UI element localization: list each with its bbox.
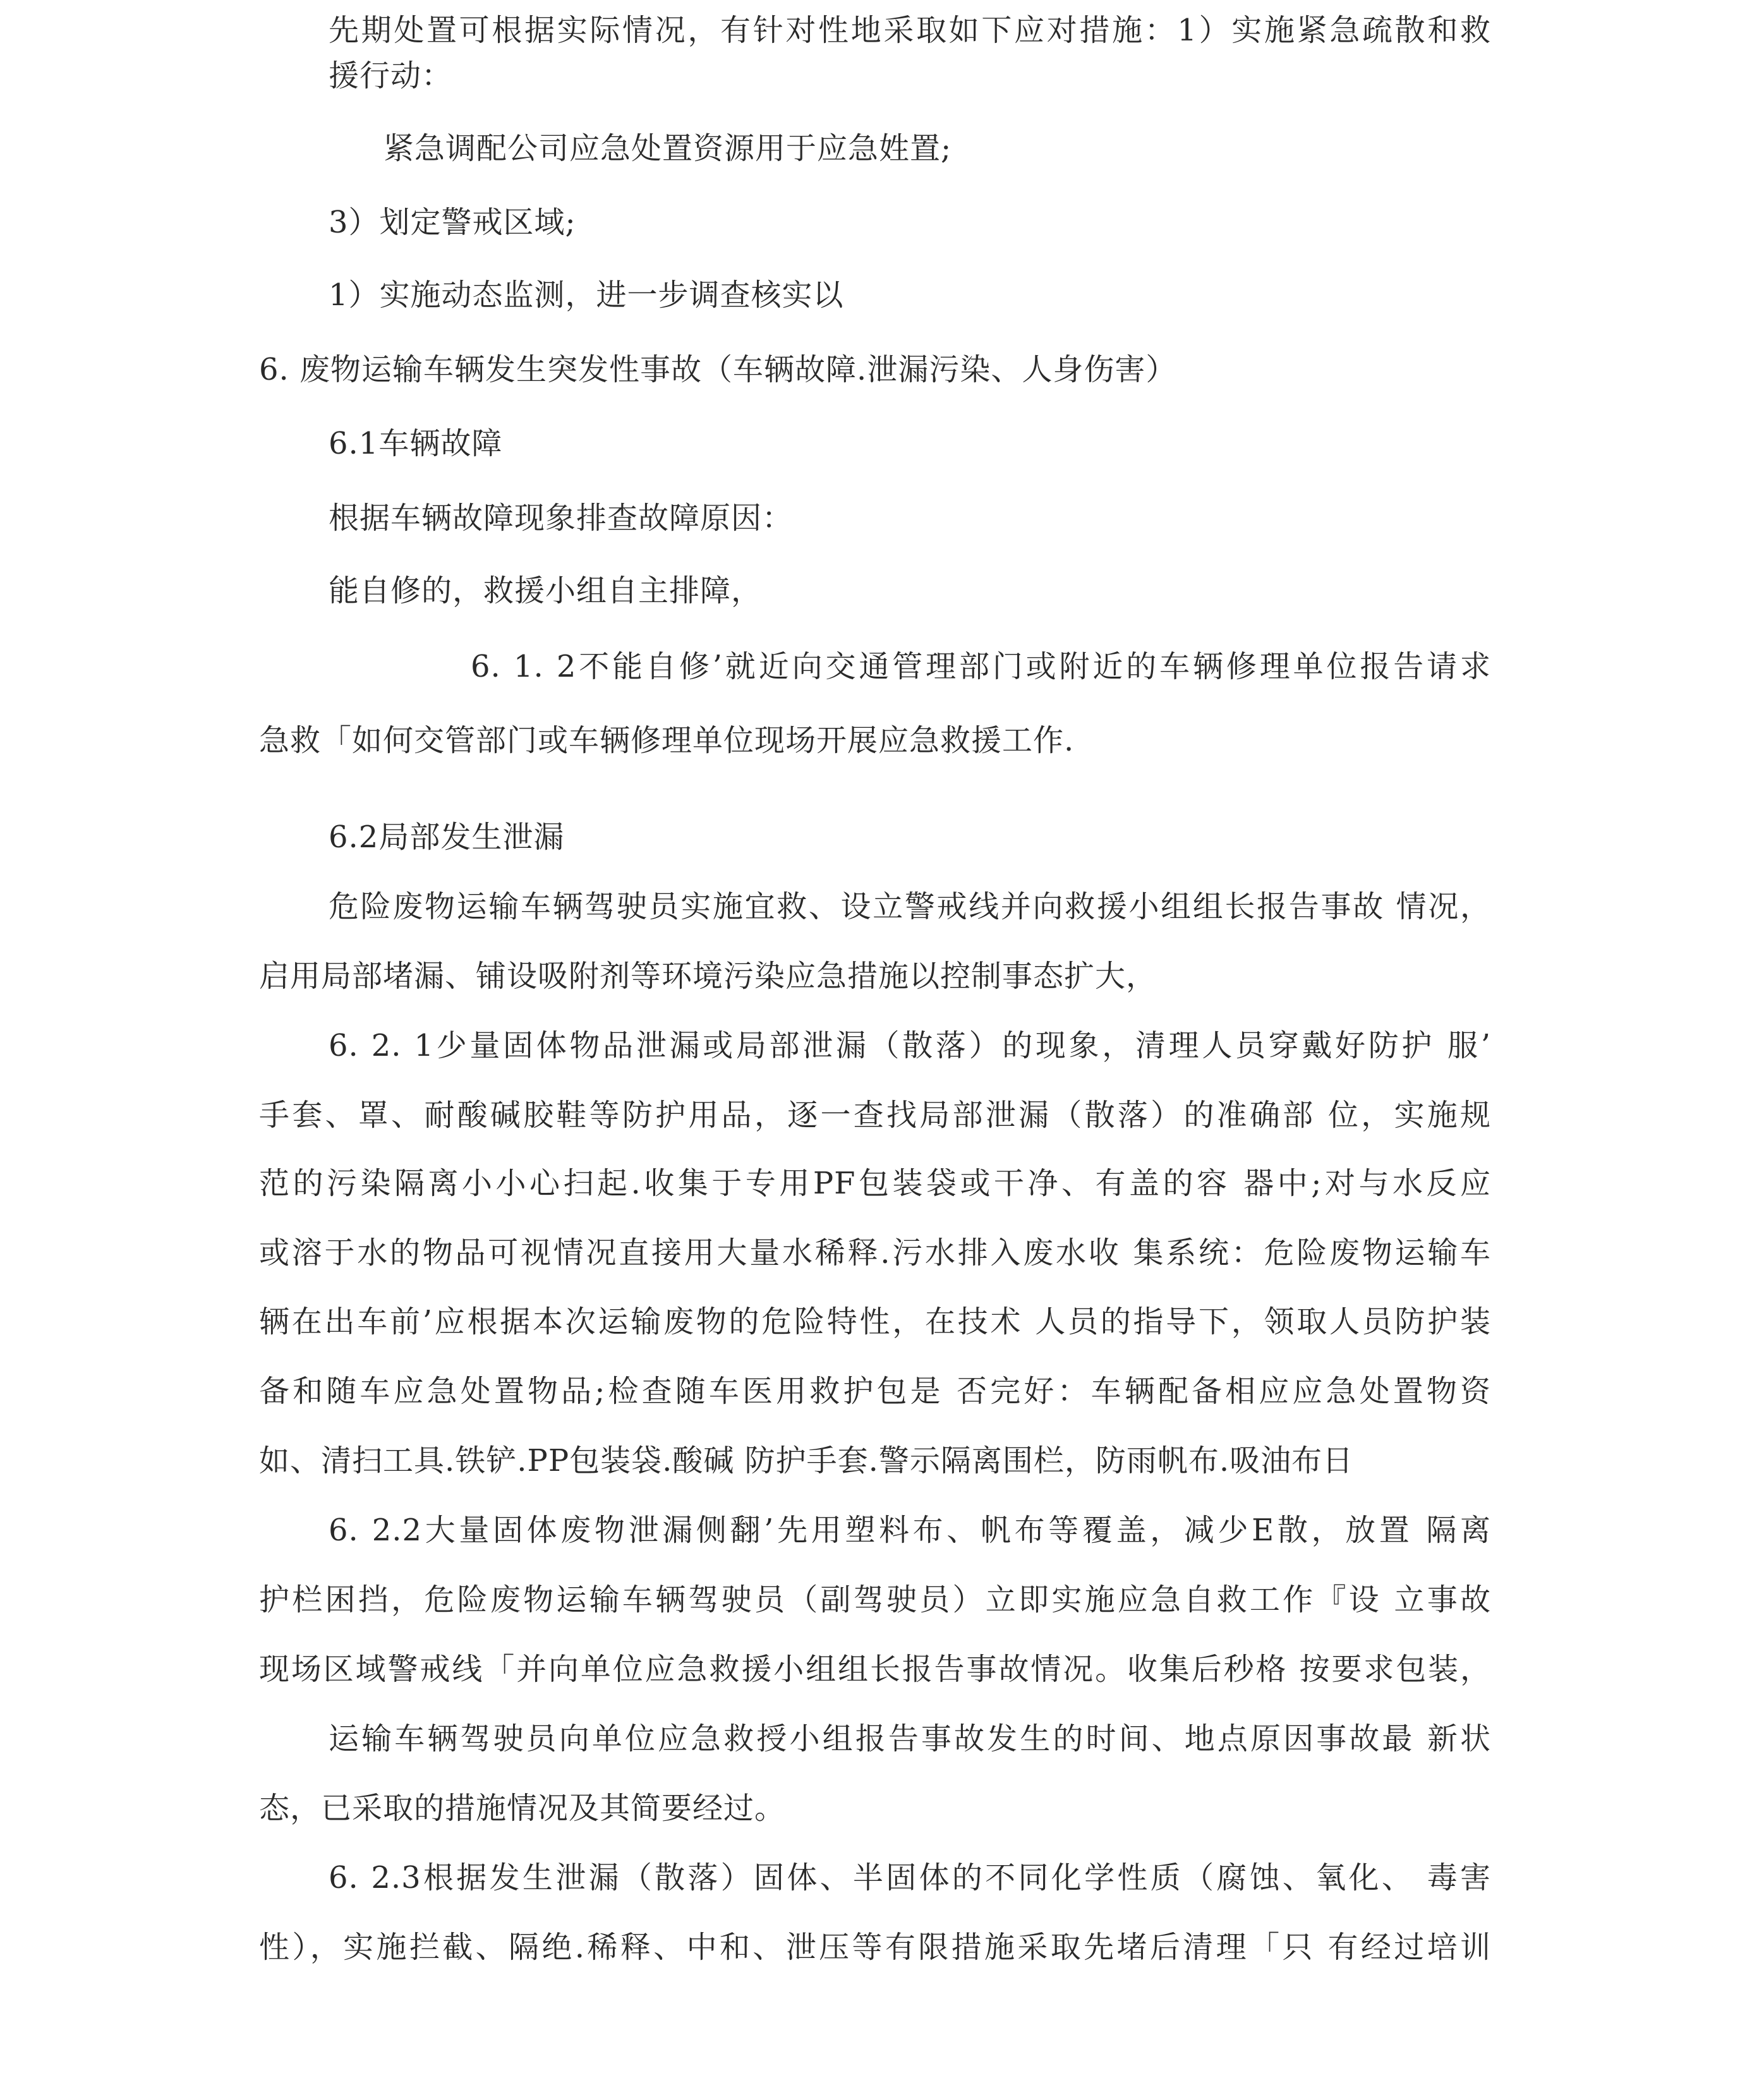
text-line: 先期处置可根据实际情况，有针对性地采取如下应对措施：1）实施紧急疏散和救 xyxy=(329,13,1491,48)
text-line: 危险废物运输车辆驾驶员实施宜救、设立警戒线并向救援小组组长报告事故 情况， xyxy=(329,889,1491,924)
text-line: 6. 2. 1少量固体物品泄漏或局部泄漏（散落）的现象，清理人员穿戴好防护 服’ xyxy=(329,1028,1491,1063)
text-line: 援行动： xyxy=(329,58,453,94)
text-line: 辆在出车前’应根据本次运输废物的危险特性，在技术 人员的指导下，领取人员防护装 xyxy=(259,1304,1491,1339)
text-line: 性），实施拦截、隔绝.稀释、中和、泄压等有限措施采取先堵后清理「只 有经过培训 xyxy=(259,1930,1491,1965)
text-line: 6. 1. 2不能自修’就近向交通管理部门或附近的车辆修理单位报告请求 xyxy=(471,649,1491,684)
section-heading: 6. 废物运输车辆发生突发性事故（车辆故障.泄漏污染、人身伤害） xyxy=(259,352,1177,387)
text-line: 态，已采取的措施情况及其简要经过。 xyxy=(259,1791,786,1826)
text-line: 或溶于水的物品可视情况直接用大量水稀释.污水排入废水收 集系统：危险废物运输车 xyxy=(259,1235,1491,1271)
text-line: 1）实施动态监测，进一步调查核实以 xyxy=(329,277,844,313)
text-line: 备和随车应急处置物品;检查随车医用救护包是 否完好：车辆配备相应应急处置物资 xyxy=(259,1374,1491,1409)
text-line: 运输车辆驾驶员向单位应急救授小组报告事故发生的时间、地点原因事故最 新状 xyxy=(329,1721,1491,1756)
text-line: 现场区域警戒线「并向单位应急救援小组组长报告事故情况。收集后秒格 按要求包装， xyxy=(259,1652,1491,1687)
subsection-heading: 6.1车辆故障 xyxy=(329,426,503,461)
text-line: 启用局部堵漏、铺设吸附剂等环境污染应急措施以控制事态扩大， xyxy=(259,958,1157,994)
text-line: 范的污染隔离小小心扫起.收集于专用PF包装袋或干净、有盖的容 器中;对与水反应 xyxy=(259,1166,1491,1201)
text-line: 6. 2.3根据发生泄漏（散落）固体、半固体的不同化学性质（腐蚀、氧化、 毒害 xyxy=(329,1860,1491,1895)
text-line: 紧急调配公司应急处置资源用于应急姓置; xyxy=(384,131,952,166)
text-line: 能自修的，救援小组自主排障， xyxy=(329,573,763,608)
subsection-heading: 6.2局部发生泄漏 xyxy=(329,819,565,855)
text-line: 3）划定警戒区域; xyxy=(329,205,576,240)
text-line: 如、清扫工具.铁铲.PP包装袋.酸碱 防护手套.警示隔离围栏，防雨帆布.吸油布日 xyxy=(259,1443,1354,1478)
text-line: 根据车辆故障现象排查故障原因： xyxy=(329,500,794,536)
text-line: 手套、罩、耐酸碱胶鞋等防护用品，逐一查找局部泄漏（散落）的准确部 位，实施规 xyxy=(259,1097,1491,1133)
text-line: 6. 2.2大量固体废物泄漏侧翻’先用塑料布、帆布等覆盖，减少E散，放置 隔离 xyxy=(329,1513,1491,1548)
text-line: 急救「如何交管部门或车辆修理单位现场开展应急救援工作. xyxy=(259,723,1075,758)
text-line: 护栏困挡，危险废物运输车辆驾驶员（副驾驶员）立即实施应急自救工作『设 立事故 xyxy=(259,1582,1491,1617)
